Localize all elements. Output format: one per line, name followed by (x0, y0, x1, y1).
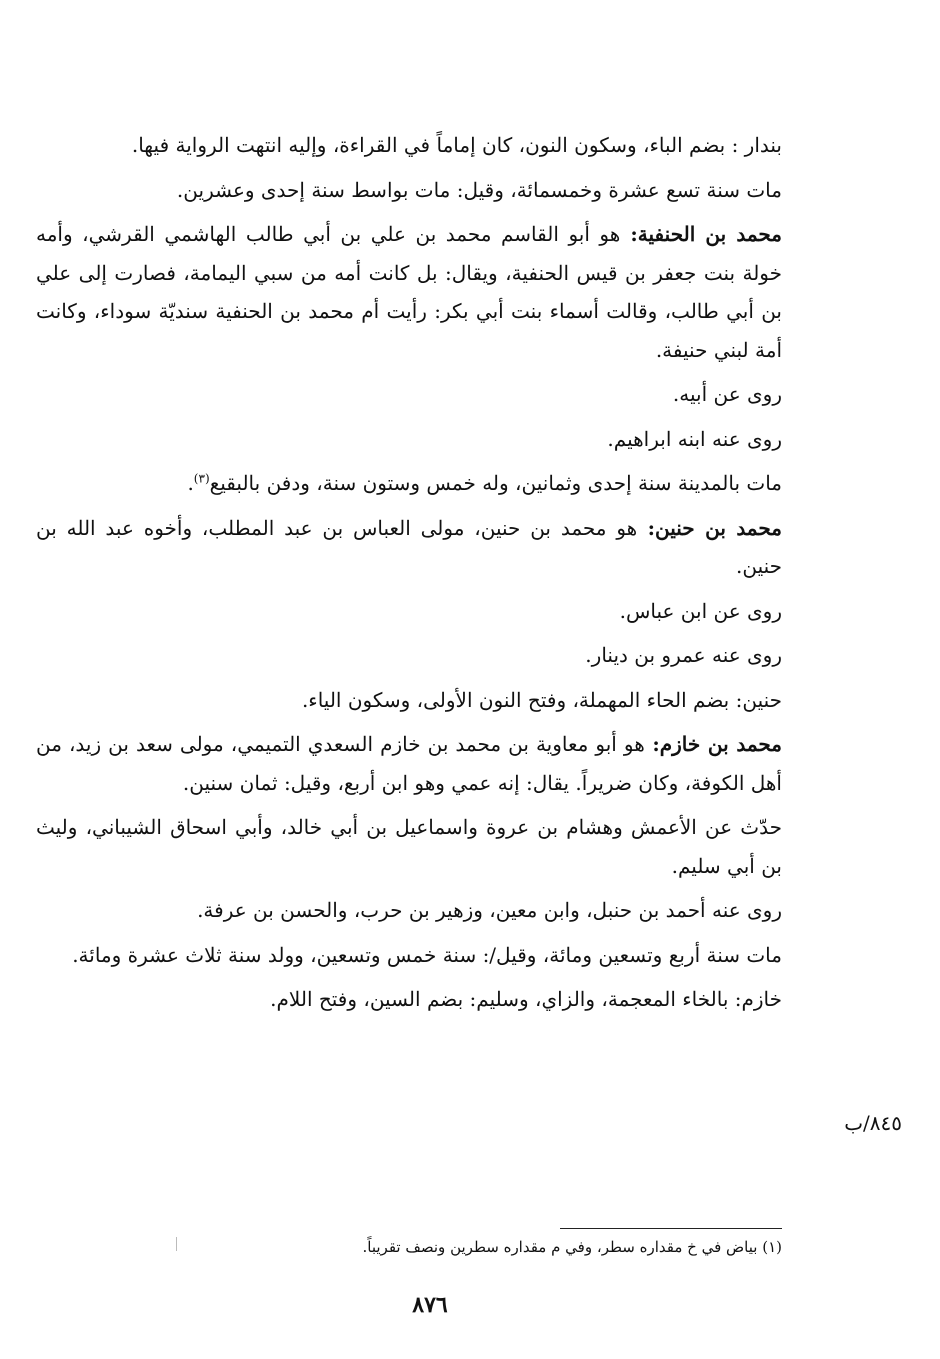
entry-paragraph: محمد بن حنين: هو محمد بن حنين، مولى العباس بن عبد المطلب، وأخوه عبد الله بن حنين. (36, 515, 782, 578)
page-number: ٨٧٦ (412, 1292, 448, 1318)
paragraph: حنين: بضم الحاء المهملة، وفتح النون الأولى، وسكون الياء. (301, 687, 782, 712)
paragraph: روى عنه أحمد بن حنبل، وابن معين، وزهير بن حرب، والحسن بن عرفة. (197, 898, 782, 922)
main-text-column (36, 126, 782, 1025)
paragraph: روى عنه عمرو بن دينار. (585, 643, 782, 667)
paragraph: روى عن ابن عباس. (619, 598, 782, 623)
footnote: (١) بياض في خ مقداره سطر، وفي م مقداره سطرين ونصف تقريباً. (362, 1238, 782, 1256)
scan-speck (176, 1237, 177, 1251)
paragraph: مات بالمدينة سنة إحدى وثمانين، وله خمس وستون سنة، ودفن بالبقيع$^{(٣)}$. (187, 471, 782, 495)
paragraph: روى عن أبيه. (672, 382, 782, 406)
paragraph: مات سنة تسع عشرة وخمسمائة، وقيل: مات بواسط سنة إحدى وعشرين. (176, 177, 782, 202)
footnote-divider (560, 1228, 782, 1229)
entry-heading: محمد بن الحنفية: (620, 222, 782, 246)
paragraph: روى عنه ابنه ابراهيم. (607, 426, 782, 451)
entry-paragraph: محمد بن خازم: هو أبو معاوية بن محمد بن خازم السعدي التميمي، مولى سعد بن زيد، من أهل الكوفة، وكان ضريراً. يقال: إنه عمي وهو ابن أربع، وقيل: ثمان سنين. (36, 732, 783, 795)
footnote-marker: (٣) (193, 471, 210, 486)
entry-heading: محمد بن خازم: (644, 732, 783, 756)
entry-paragraph: محمد بن الحنفية: هو أبو القاسم محمد بن علي بن أبي طالب الهاشمي القرشي، وأمه خولة بنت جعفر بن قيس الحنفية، ويقال: بل كانت أمه من سبي اليمامة، فصارت إلى علي بن أبي طالب، وقالت أسماء بنت أبي بكر: رأيت أم محمد بن الحنفية سنديّة سوداء، وكانت أمة لبني حنيفة. (36, 222, 782, 362)
paragraph: بندار : بضم الباء، وسكون النون، كان إماماً في القراءة، وإليه انتهت الرواية فيها. (131, 133, 782, 157)
paragraph: مات سنة أربع وتسعين ومائة، وقيل/: سنة خمس وتسعين، وولد سنة ثلاث عشرة ومائة. (72, 942, 782, 967)
entry-heading: محمد بن حنين: (637, 515, 782, 540)
paragraph: حدّث عن الأعمش وهشام بن عروة واسماعيل بن أبي خالد، وأبي اسحاق الشيباني، وليث بن أبي سليم. (36, 815, 782, 878)
paragraph: خازم: بالخاء المعجمة، والزاي، وسليم: بضم السين، وفتح اللام. (270, 987, 782, 1011)
manuscript-folio-marker: ٨٤٥/ب (844, 1111, 902, 1135)
